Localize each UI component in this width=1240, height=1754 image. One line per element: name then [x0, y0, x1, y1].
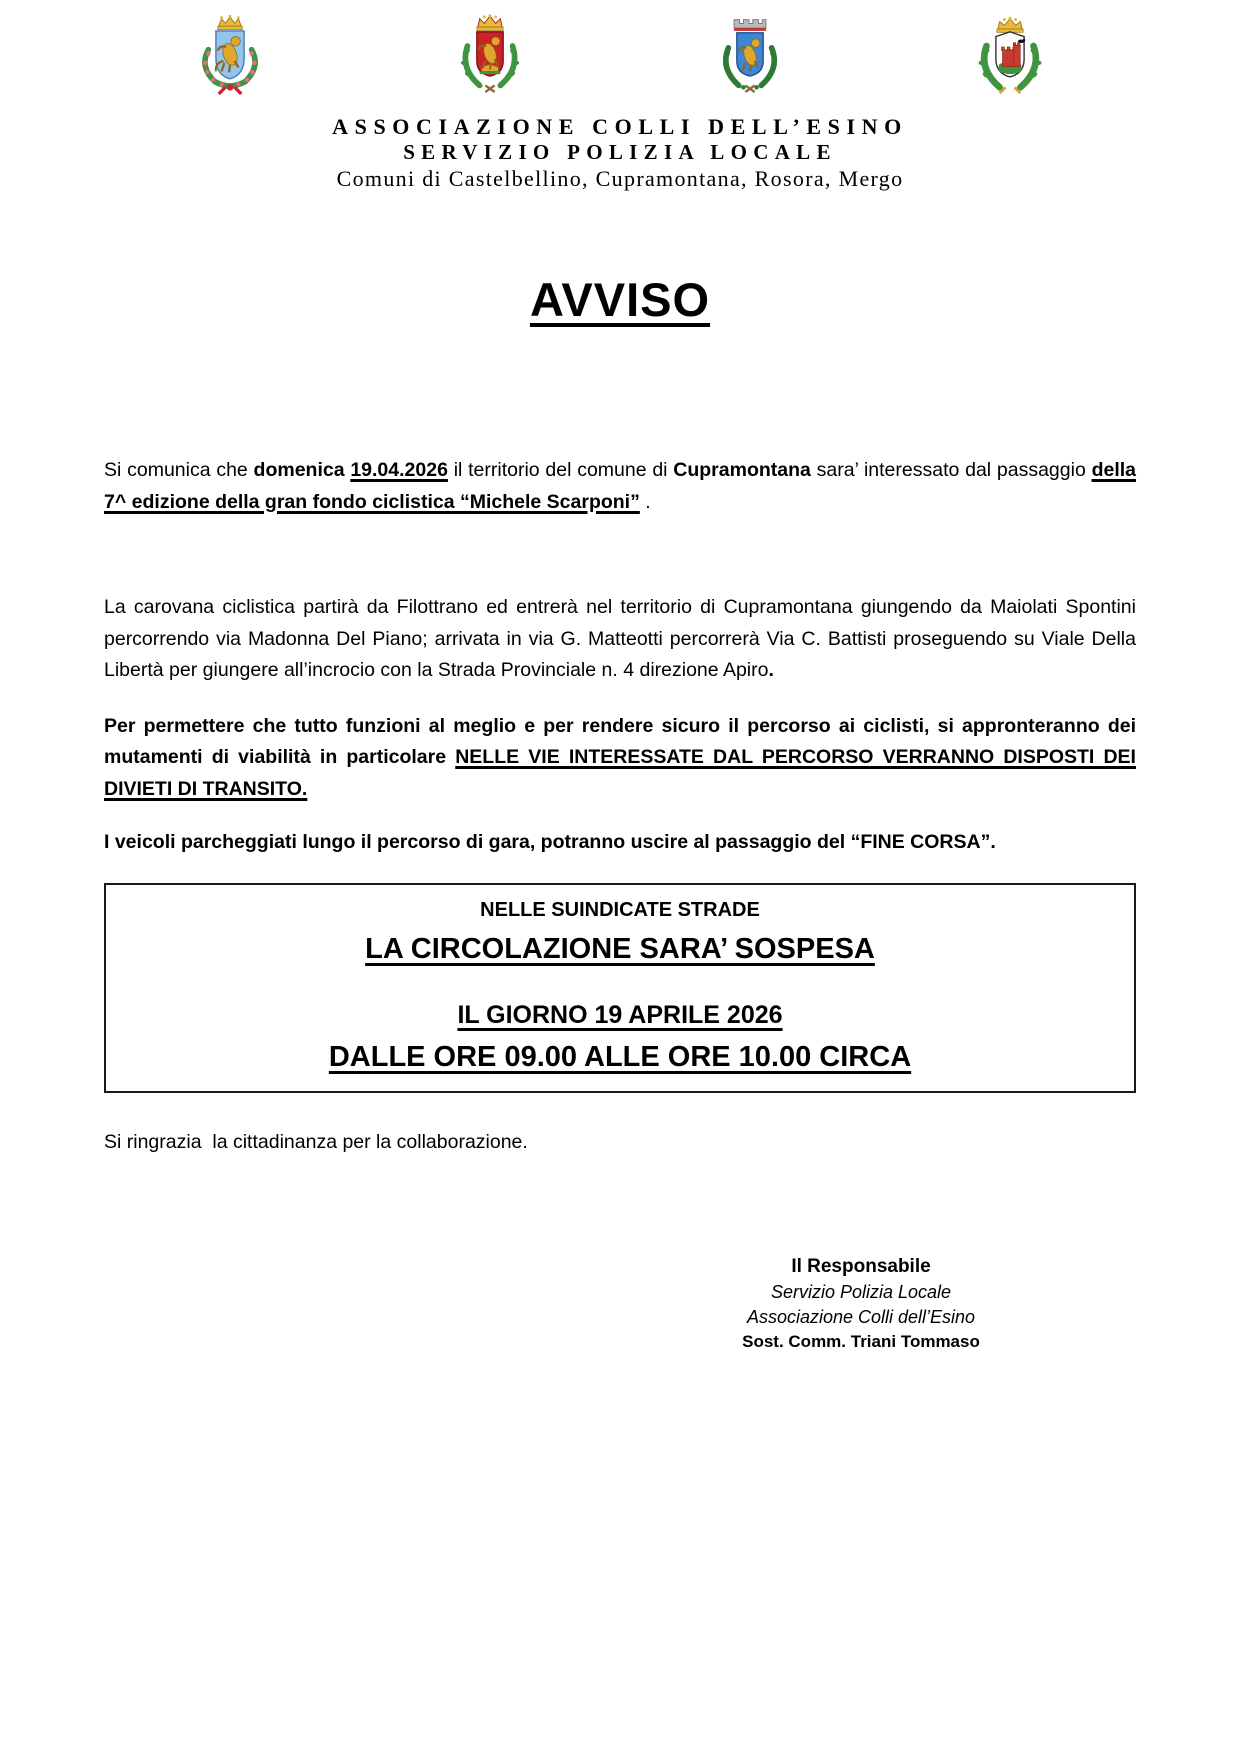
- signature-name: Sost. Comm. Triani Tommaso: [742, 1331, 980, 1351]
- rosora-crest-icon: [705, 14, 795, 108]
- signature-service: Servizio Polizia Locale: [770, 1281, 952, 1302]
- text-run: Per permettere che tutto funzioni al meglio e per rendere sicuro il percorso ai ciclisti, si appronteranno dei mutamenti di viabilità in particolare: [104, 714, 1136, 768]
- municipality-name: Cupramontana: [673, 459, 811, 481]
- notice-title: AVVISO: [529, 273, 711, 326]
- suspension-text: LA CIRCOLAZIONE SARA’ SOSPESA: [365, 932, 875, 965]
- event-date: 19.04.2026: [350, 459, 448, 481]
- suspension-hours: DALLE ORE 09.00 ALLE ORE 10.00 CIRCA: [328, 1040, 912, 1073]
- text-run: domenica: [253, 459, 351, 481]
- signature-association: Associazione Colli dell’Esino: [746, 1306, 976, 1327]
- text-run: sara’ interessato dal passaggio: [810, 459, 1092, 481]
- paragraph-traffic-changes: [104, 711, 1136, 806]
- signature-block: [646, 1254, 1076, 1354]
- paragraph-announcement: [104, 455, 1136, 518]
- event-name: della 7^ edizione della gran fondo ciclistica “Michele Scarponi”: [104, 459, 1136, 513]
- box-suspension-line: [116, 929, 1124, 969]
- association-name: ASSOCIAZIONE COLLI DELL’ESINO: [332, 114, 908, 139]
- service-name: SERVIZIO POLIZIA LOCALE: [403, 140, 837, 164]
- text-run: il territorio del comune di: [447, 459, 674, 481]
- paragraph-parked-vehicles: [104, 827, 1136, 859]
- text-run: I veicoli parcheggiati lungo il percorso di gara, potranno uscire al passaggio del “FINE CORSA”.: [104, 831, 996, 853]
- text-run: .: [768, 659, 774, 681]
- text-run: .: [639, 490, 651, 513]
- suspension-box: [104, 883, 1136, 1093]
- signature-role: Il Responsabile: [791, 1255, 931, 1277]
- castelbellino-crest-icon: [185, 14, 275, 108]
- closing-thanks: Si ringrazia la cittadinanza per la collaborazione.: [104, 1130, 528, 1153]
- municipalities-line: Comuni di Castelbellino, Cupramontana, Rosora, Mergo: [336, 166, 904, 191]
- suspension-date: IL GIORNO 19 APRILE 2026: [457, 1000, 783, 1029]
- box-date-line: [116, 997, 1124, 1033]
- document-header: [104, 14, 1136, 193]
- text-run: La carovana ciclistica partirà da Filottrano ed entrerà nel territorio di Cupramontana giungendo da Maiolati Spontini percorrendo via Madonna Del Piano; arrivata in via G. Matteotti percorrerà Via C. Battisti proseguendo su Viale Della Libertà per giungere all’incrocio con la Strada Provinciale n. 4 direzione Apiro: [104, 596, 1136, 681]
- box-hours-line: [116, 1037, 1124, 1077]
- cupramontana-crest-icon: [445, 14, 535, 108]
- paragraph-route: [104, 592, 1136, 687]
- text-run: Si comunica che: [104, 459, 254, 481]
- mergo-crest-icon: [965, 14, 1055, 108]
- crest-row: [185, 14, 1055, 108]
- transit-ban-notice: NELLE VIE INTERESSATE DAL PERCORSO VERRANNO DISPOSTI DEI DIVIETI DI TRANSITO.: [104, 746, 1136, 800]
- box-roads-line: NELLE SUINDICATE STRADE: [480, 898, 760, 921]
